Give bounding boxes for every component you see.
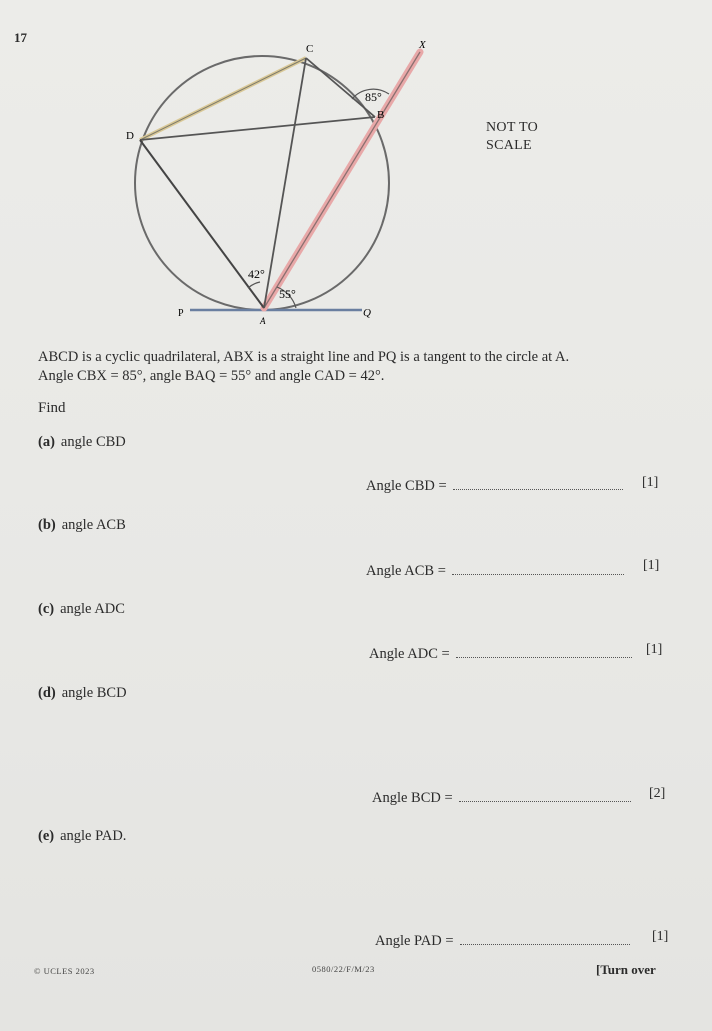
angle-label-85: 85° [365, 90, 382, 104]
cyclic-quadrilateral-diagram [0, 0, 712, 340]
part-c-prompt [38, 601, 125, 618]
part-b-answer-label: Angle ACB = [366, 563, 446, 579]
part-c-text: angle ADC [60, 601, 125, 617]
part-c-answer-label: Angle ADC = [369, 646, 450, 662]
label-d: D [126, 130, 134, 142]
angle-label-55: 55° [279, 287, 296, 301]
part-d-letter: (d) [38, 685, 56, 701]
part-e-prompt [38, 828, 126, 845]
part-e-answer-label: Angle PAD = [375, 933, 454, 949]
find-label: Find [38, 400, 66, 416]
part-d-prompt [38, 685, 127, 702]
label-c: C [306, 43, 314, 55]
part-a-letter: (a) [38, 434, 55, 450]
part-b-prompt [38, 517, 126, 534]
angle-arc-a-left [248, 282, 260, 288]
part-a-answer-line [366, 478, 623, 495]
part-b-mark: [1] [643, 558, 660, 573]
part-d-answer-field[interactable] [459, 791, 631, 802]
part-e-answer-line [375, 933, 630, 950]
part-a-text: angle CBD [60, 434, 126, 450]
part-a-mark: [1] [642, 475, 659, 490]
part-c-answer-field[interactable] [456, 647, 632, 658]
part-d-answer-label: Angle BCD = [372, 790, 453, 806]
label-b: B [377, 109, 385, 121]
part-c-letter: (c) [38, 601, 55, 617]
chord-da [140, 140, 264, 308]
part-e-letter: (e) [38, 828, 55, 844]
question-stem-line1: ABCD is a cyclic quadrilateral, ABX is a straight line and PQ is a tangent to the circle at A. [38, 349, 570, 365]
part-e-text: angle PAD. [60, 828, 127, 844]
part-b-text: angle ACB [61, 517, 126, 533]
not-to-scale-line1: NOT TO [486, 120, 538, 135]
label-p: P [178, 308, 184, 319]
part-a-prompt [38, 434, 126, 451]
part-c-answer-line [369, 646, 632, 663]
line-abx [264, 52, 420, 308]
part-d-answer-line [372, 790, 631, 807]
part-d-mark: [2] [649, 786, 666, 801]
label-x: X [419, 39, 426, 51]
turn-over-label: [Turn over [596, 962, 656, 977]
part-e-answer-field[interactable] [460, 934, 630, 945]
part-a-answer-label: Angle CBD = [366, 478, 447, 494]
question-number: 17 [14, 30, 27, 45]
chord-dc [140, 58, 306, 140]
label-q: Q [363, 307, 371, 319]
part-d-text: angle BCD [61, 685, 127, 701]
part-b-answer-field[interactable] [452, 564, 624, 575]
part-e-mark: [1] [652, 929, 669, 944]
part-c-mark: [1] [646, 642, 663, 657]
footer-paper-code: 0580/22/F/M/23 [312, 964, 375, 974]
chord-cb [306, 58, 375, 117]
footer-copyright: © UCLES 2023 [34, 966, 95, 976]
label-a: A [260, 316, 266, 326]
question-stem-line2: Angle CBX = 85°, angle BAQ = 55° and angle CAD = 42°. [38, 368, 385, 384]
part-a-answer-field[interactable] [453, 479, 623, 490]
angle-label-42: 42° [248, 267, 265, 281]
part-b-answer-line [366, 563, 624, 580]
not-to-scale-line2: SCALE [486, 138, 532, 153]
part-b-letter: (b) [38, 517, 56, 533]
